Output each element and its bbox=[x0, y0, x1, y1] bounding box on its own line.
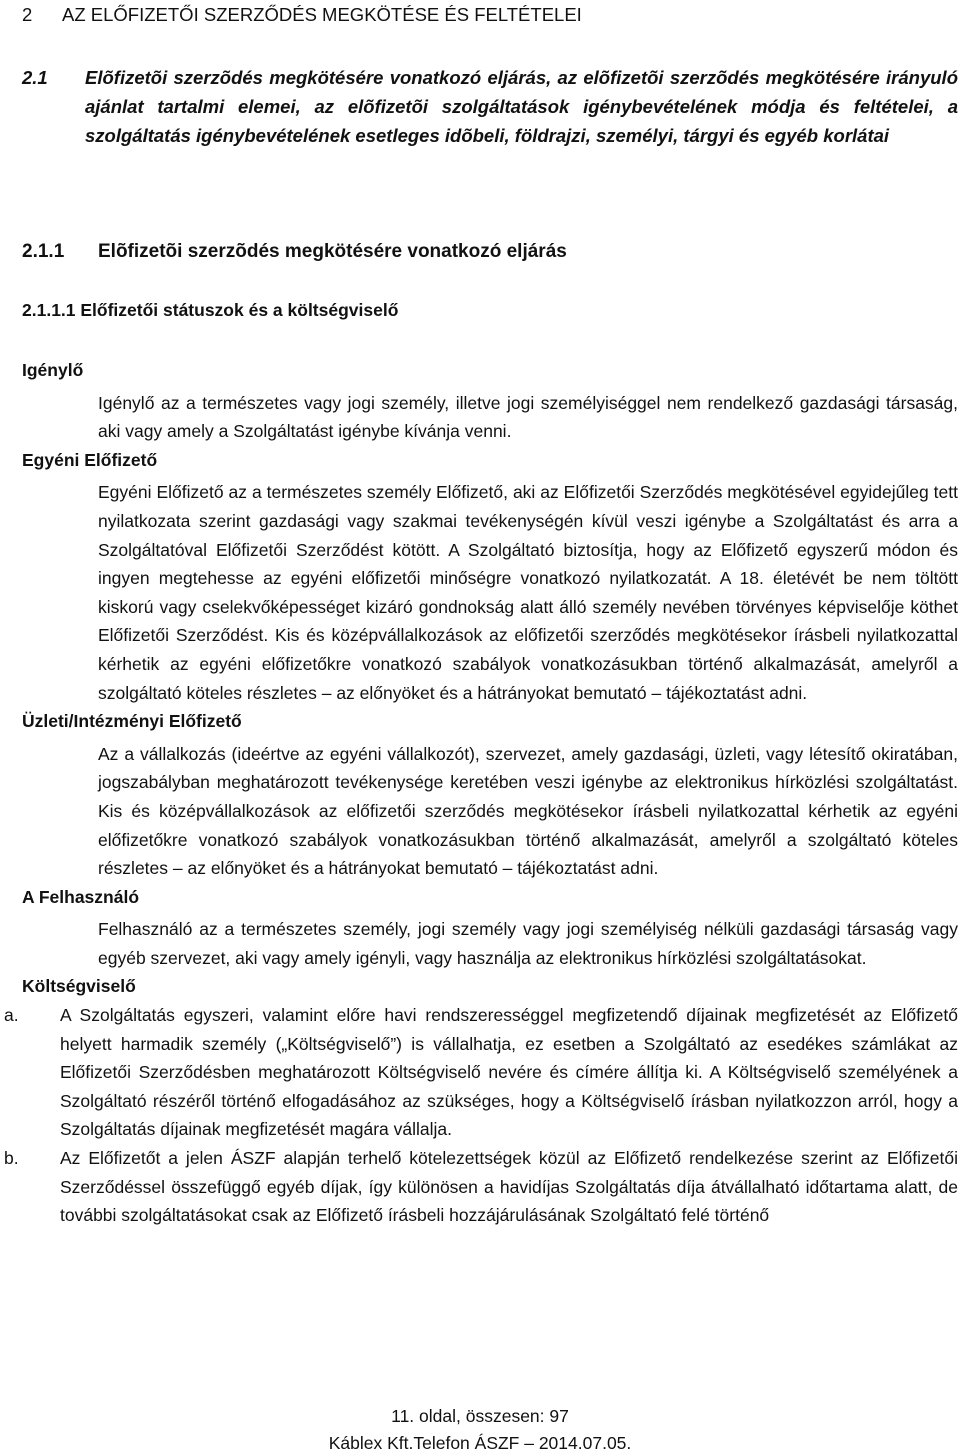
heading-3-number: 2.1.1 bbox=[22, 241, 65, 262]
list-item-text: A Szolgáltatás egyszeri, valamint előre havi rendszerességgel megfizetendő díjainak megfizetését az Előfizető helyett harmadik személy („Költségviselő”) is vállalhatja, ez esetben a Szolgáltató az esedékes számlákat az Előfizetői Szerződésben meghatározott Költségviselő nevére és címére állítja ki. A Költségviselő személyének a Szolgáltató részéről történő elfogadásához az szükséges, hogy a Költségviselő írásban nyilatkozzon arról, hogy a Szolgáltatás díjainak megfizetését magára vállalja. bbox=[60, 1005, 958, 1140]
list-item bbox=[4, 1144, 958, 1230]
heading-2-text: Elõfizetõi szerzõdés megkötésére vonatkozó eljárás, az elõfizetõi szerzõdés megkötésére irányuló ajánlat tartalmi elemei, az elõfizetõi szolgáltatások igénybevételének módja és feltételei, a szolgáltatás igénybevételének esetleges idõbeli, földrajzi, személyi, tárgyi és egyéb korlátai bbox=[85, 67, 958, 146]
footer-page-number: 11. oldal, összesen: 97 bbox=[391, 1406, 569, 1426]
term-uzleti-elofizeto: Üzleti/Intézményi Előfizető bbox=[22, 711, 242, 732]
list-item bbox=[4, 1001, 958, 1144]
definition-felhasznalo: Felhasználó az a természetes személy, jogi személy vagy jogi személyiség nélküli gazdasági társaság vagy egyéb szervezet, aki vagy amely igényli, vagy használja az elektronikus hírközlési szolgáltatásokat. bbox=[98, 919, 958, 968]
heading-1-number: 2 bbox=[22, 4, 33, 25]
term-felhasznalo: A Felhasználó bbox=[22, 886, 140, 907]
heading-1-text: AZ ELŐFIZETŐI SZERZŐDÉS MEGKÖTÉSE ÉS FELTÉTELEI bbox=[62, 4, 582, 25]
heading-2-number: 2.1 bbox=[22, 67, 48, 88]
heading-4: 2.1.1.1 Előfizetői státuszok és a költségviselő bbox=[22, 300, 399, 320]
list-marker: a. bbox=[4, 1005, 19, 1026]
term-igenylo: Igénylő bbox=[22, 360, 84, 380]
heading-3-text: Elõfizetõi szerzõdés megkötésére vonatkozó eljárás bbox=[98, 241, 567, 262]
definition-egyeni-elofizeto: Egyéni Előfizető az a természetes személy Előfizető, aki az Előfizetői Szerződés megkötésével egyidejűleg tett nyilatkozata szerint gazdasági vagy szakmai tevékenységén kívül veszi igénybe a Szolgáltatást és arra a Szolgáltatóval Előfizetői Szerződést kötött. A Szolgáltató biztosítja, hogy az Előfizető egyszerű módon és ingyen megtehesse az egyéni előfizetői minőségre vonatkozó nyilatkozatát. A 18. életévét be nem töltött kiskorú vagy cselekvőképességet kizáró gondnokság alatt álló személy nevében törvényes képviselője köthet Előfizetői Szerződést. Kis és középvállalkozások az előfizetői szerződés megkötésekor írásbeli nyilatkozattal kérhetik az egyéni előfizetőkre vonatkozó szabályok vonatkozásukban történő alkalmazását, amelyről a szolgáltató köteles részletes – az előnyöket és a hátrányokat bemutató – tájékoztatást adni. bbox=[98, 482, 958, 703]
footer-company: Káblex Kft.Telefon ÁSZF – 2014.07.05. bbox=[328, 1433, 632, 1453]
heading-1 bbox=[22, 4, 582, 26]
term-koltsegviselo: Költségviselő bbox=[22, 976, 136, 997]
heading-2 bbox=[22, 63, 958, 150]
document-body bbox=[4, 356, 958, 1230]
heading-3 bbox=[22, 241, 567, 263]
term-egyeni-elofizeto: Egyéni Előfizető bbox=[22, 449, 158, 470]
definition-uzleti-elofizeto: Az a vállalkozás (ideértve az egyéni vállalkozót), szervezet, amely gazdasági, üzleti, vagy létesítő okiratában, jogszabályban meghatározott tevékenysége keretében veszi igénybe az elektronikus hírközlési szolgáltatást. Kis és középvállalkozások az előfizetői szerződés megkötésekor írásbeli nyilatkozattal kérhetik az egyéni előfizetőkre vonatkozó szabályok vonatkozásukban történő alkalmazását, amelyről a szolgáltató köteles részletes – az előnyöket és a hátrányokat bemutató – tájékoztatást adni. bbox=[98, 743, 958, 879]
definition-igenylo: Igénylő az a természetes vagy jogi személy, illetve jogi személyiséggel nem rendelkező gazdasági társaság, aki vagy amely a Szolgáltatást igénybe kívánja venni. bbox=[98, 392, 958, 442]
list-item-text: Az Előfizetőt a jelen ÁSZF alapján terhelő kötelezettségek közül az Előfizető rendelkezése szerint az Előfizetői Szerződéssel összefüggő egyéb díjak, így különösen a havidíjas Szolgáltatás díja átvállalható időtartama alatt, de további szolgáltatásokat csak az Előfizető írásbeli hozzájárulásának Szolgáltató felé történő bbox=[60, 1148, 958, 1226]
list-marker: b. bbox=[4, 1148, 19, 1169]
